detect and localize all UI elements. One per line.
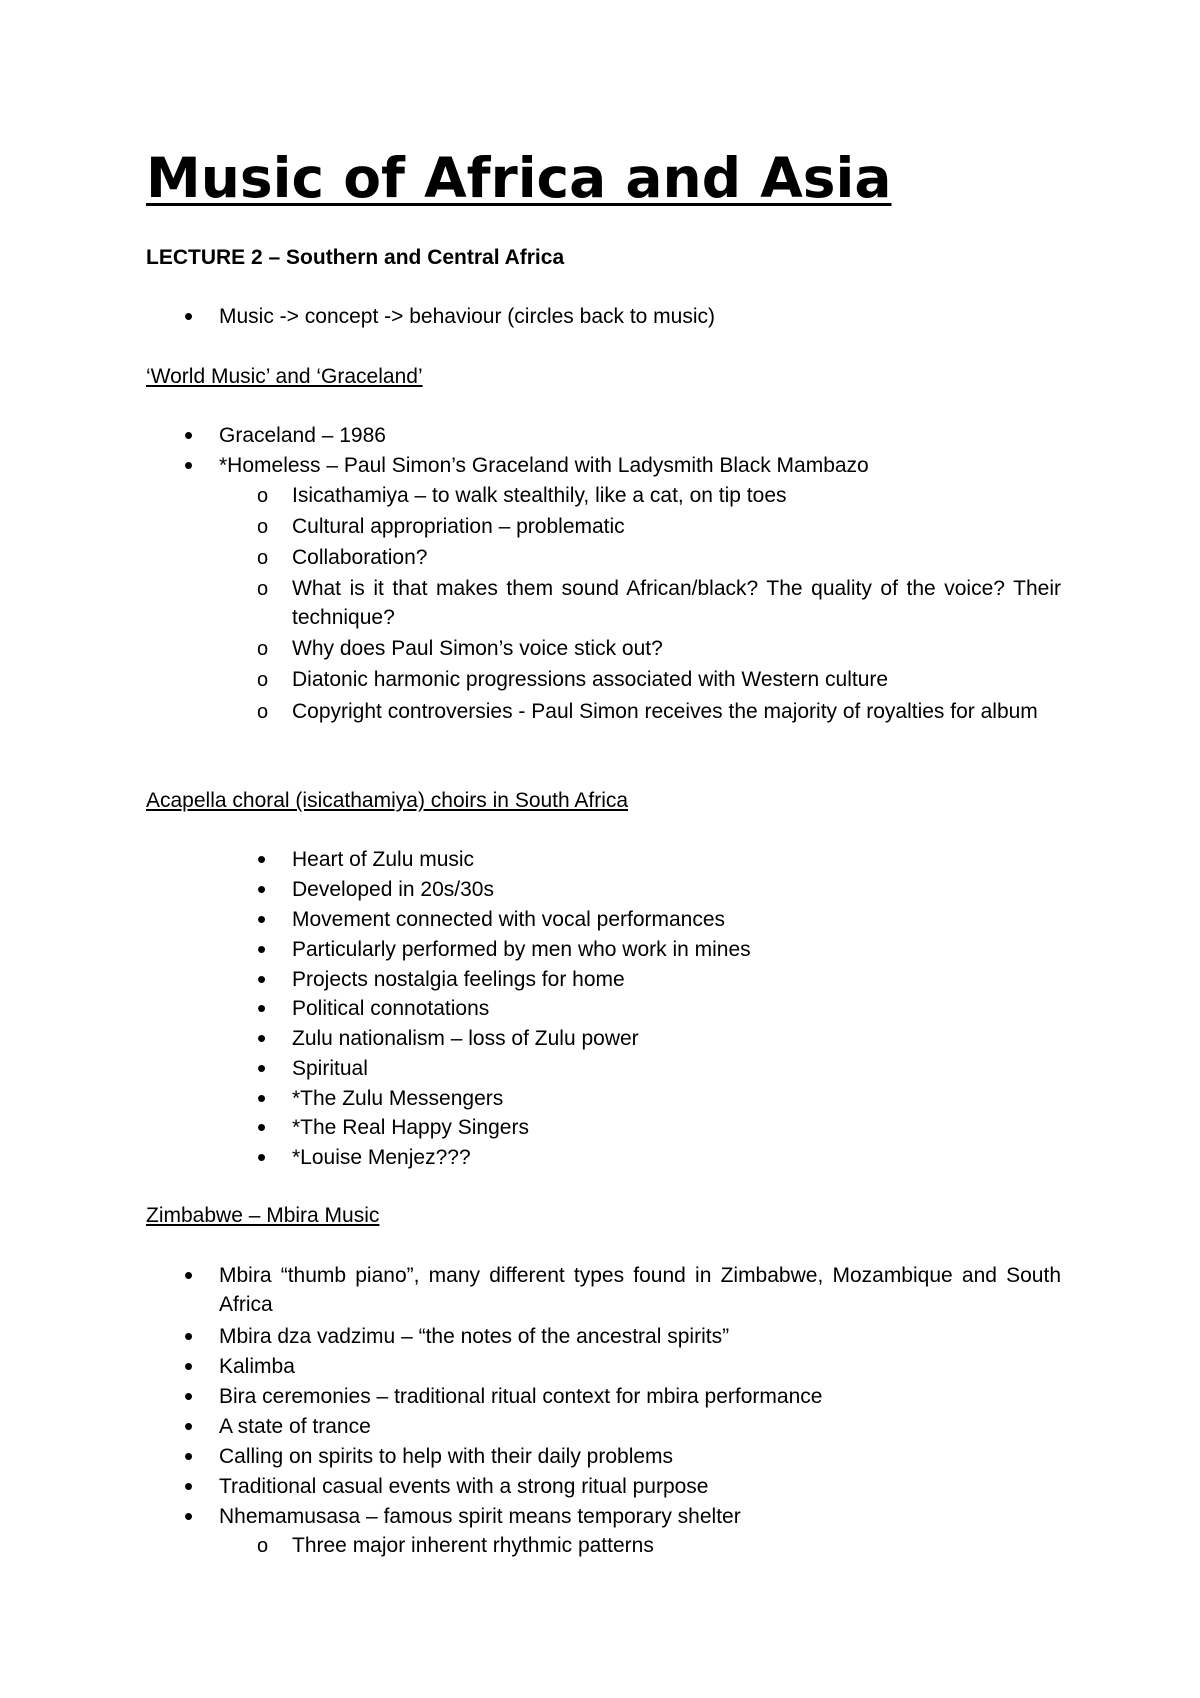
circle-bullet-icon xyxy=(257,543,268,573)
list-item: Zulu nationalism – loss of Zulu power xyxy=(292,1027,639,1050)
list-item: A state of trance xyxy=(219,1415,371,1438)
bullet-icon xyxy=(184,421,193,452)
list-item: Heart of Zulu music xyxy=(292,848,475,871)
list-item: Movement connected with vocal performances xyxy=(292,908,726,931)
sub-list-item: Cultural appropriation – problematic xyxy=(292,515,625,538)
sub-list-item: Isicathamiya – to walk stealthily, like a cat, on tip toes xyxy=(292,484,787,507)
bullet-icon xyxy=(184,1502,193,1533)
bullet-icon xyxy=(184,1352,193,1383)
list-item: Nhemamusasa – famous spirit means temporary shelter xyxy=(219,1505,741,1528)
bullet-icon xyxy=(184,302,193,333)
sub-list-item: Collaboration? xyxy=(292,546,428,569)
list-item: *The Zulu Messengers xyxy=(292,1087,504,1110)
list-item: Bira ceremonies – traditional ritual context for mbira performance xyxy=(219,1385,823,1408)
list-item: Mbira dza vadzimu – “the notes of the ancestral spirits” xyxy=(219,1325,730,1348)
circle-bullet-icon xyxy=(257,512,268,542)
circle-bullet-icon xyxy=(257,481,268,511)
section-heading-acapella: Acapella choral (isicathamiya) choirs in South Africa xyxy=(146,789,629,812)
bullet-icon xyxy=(257,1024,266,1055)
circle-bullet-icon xyxy=(257,1531,268,1561)
bullet-icon xyxy=(257,1143,266,1174)
sub-list-item: Diatonic harmonic progressions associated with Western culture xyxy=(292,668,889,691)
section-heading-world-music: ‘World Music’ and ‘Graceland’ xyxy=(146,365,423,388)
list-item: Graceland – 1986 xyxy=(219,424,386,447)
lecture-heading: LECTURE 2 – Southern and Central Africa xyxy=(146,246,565,269)
circle-bullet-icon xyxy=(257,665,268,695)
bullet-icon xyxy=(257,1084,266,1115)
circle-bullet-icon xyxy=(257,634,268,664)
list-item: Traditional casual events with a strong ritual purpose xyxy=(219,1475,709,1498)
list-item: Calling on spirits to help with their daily problems xyxy=(219,1445,674,1468)
bullet-icon xyxy=(257,994,266,1025)
list-item: Projects nostalgia feelings for home xyxy=(292,968,625,991)
list-item: Developed in 20s/30s xyxy=(292,878,494,901)
bullet-icon xyxy=(184,1322,193,1353)
bullet-icon xyxy=(184,1442,193,1473)
bullet-icon xyxy=(184,1472,193,1503)
list-item: Mbira “thumb piano”, many different types found in Zimbabwe, Mozambique and South Africa xyxy=(219,1264,1061,1316)
sub-list-item: Three major inherent rhythmic patterns xyxy=(292,1534,654,1557)
bullet-icon xyxy=(257,845,266,876)
sub-list-item: Copyright controversies - Paul Simon receives the majority of royalties for album xyxy=(292,700,1038,723)
sub-list-item: What is it that makes them sound African/black? The quality of the voice? Their technique? xyxy=(292,577,1061,629)
list-item: Kalimba xyxy=(219,1355,295,1378)
list-item: *Homeless – Paul Simon’s Graceland with Ladysmith Black Mambazo xyxy=(219,454,869,477)
circle-bullet-icon xyxy=(257,574,268,604)
list-item: Particularly performed by men who work in mines xyxy=(292,938,751,961)
list-item: Spiritual xyxy=(292,1057,368,1080)
bullet-icon xyxy=(257,875,266,906)
bullet-icon xyxy=(184,1412,193,1443)
bullet-icon xyxy=(257,1113,266,1144)
list-item: Political connotations xyxy=(292,997,490,1020)
list-item: *Louise Menjez??? xyxy=(292,1146,471,1169)
section-heading-mbira: Zimbabwe – Mbira Music xyxy=(146,1204,380,1227)
page-title: Music of Africa and Asia xyxy=(146,146,892,210)
bullet-icon xyxy=(184,1382,193,1413)
bullet-icon xyxy=(257,965,266,996)
bullet-icon xyxy=(184,1261,193,1292)
list-item: *The Real Happy Singers xyxy=(292,1116,529,1139)
sub-list-item: Why does Paul Simon’s voice stick out? xyxy=(292,637,663,660)
bullet-icon xyxy=(184,451,193,482)
circle-bullet-icon xyxy=(257,697,268,727)
bullet-icon xyxy=(257,935,266,966)
bullet-icon xyxy=(257,905,266,936)
bullet-icon xyxy=(257,1054,266,1085)
list-item: Music -> concept -> behaviour (circles back to music) xyxy=(219,305,716,328)
